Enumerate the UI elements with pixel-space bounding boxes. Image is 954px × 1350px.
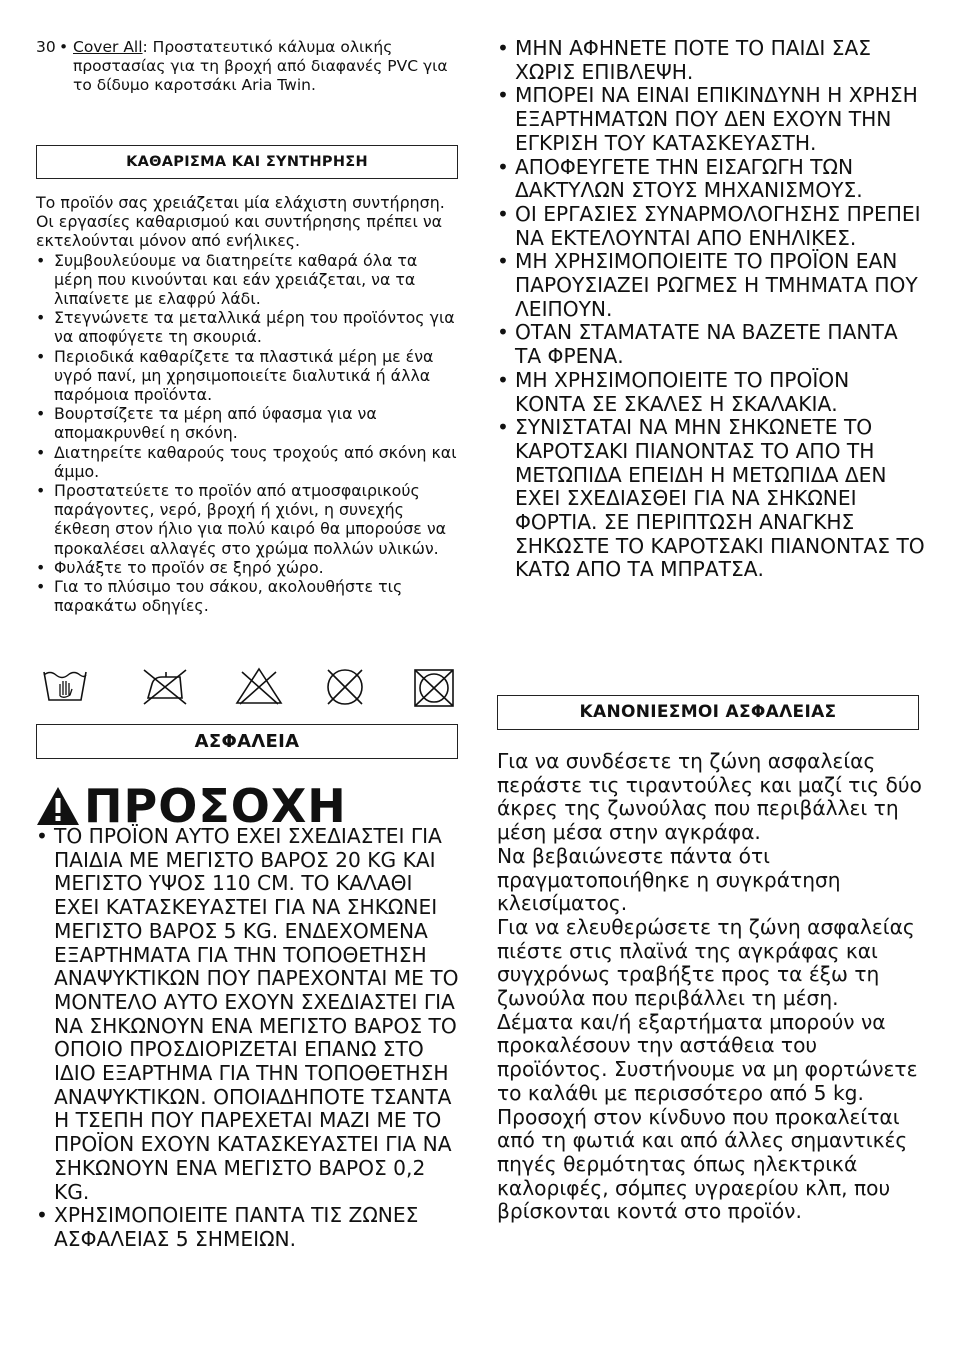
safety-item: • ΜΗΝ ΑΦΗΝΕΤΕ ΠΟΤΕ ΤΟ ΠΑΙΔΙ ΣΑΣ ΧΩΡΙΣ ΕΠΙΒΛΕΨΗ. — [497, 37, 925, 84]
safety-list-right — [497, 37, 925, 582]
safety-heading: ΑΣΦΑΛΕΙΑ — [36, 724, 458, 759]
regulations-paragraph: Για να συνδέσετε τη ζώνη ασφαλείας περάστε τις τιραντούλες και μαζί τις δύο άκρες της ζωνούλας που περιβάλλει τη μέση μέσα στην αγκράφα. — [497, 749, 922, 845]
hand-wash-icon — [42, 666, 88, 710]
safety-item: • ΤΟ ΠΡΟΪΟΝ ΑΥΤΟ ΕΧΕΙ ΣΧΕΔΙΑΣΤΕΙ ΓΙΑ ΠΑΙΔΙΑ ΜΕ ΜΕΓΙΣΤΟ ΒΑΡΟΣ 20 KG ΚΑΙ ΜΕΓΙΣΤΟ ΥΨΟΣ 110 CM. ΤΟ ΚΑΛΑΘΙ ΕΧΕΙ ΚΑΤΑΣΚΕΥΑΣΤΕΙ ΓΙΑ ΝΑ ΣΗΚΩΝΕΙ ΜΕΓΙΣΤΟ ΒΑΡΟΣ 5 KG. ΕΝΔΕΧΟΜΕΝΑ ΕΞΑΡΤΗΜΑΤΑ ΓΙΑ ΤΗΝ ΤΟΠΟΘΕΤΗΣΗ ΑΝΑΨΥΚΤΙΚΩΝ ΠΟΥ ΠΑΡΕΧΟΝΤΑΙ ΜΕ ΤΟ ΜΟΝΤΕΛΟ ΑΥΤΟ ΕΧΟΥΝ ΣΧΕΔΙΑΣΤΕΙ ΓΙΑ ΝΑ ΣΗΚΩΝΟΥΝ ΕΝΑ ΜΕΓΙΣΤΟ ΒΑΡΟΣ ΤΟ ΟΠΟΙΟ ΠΡΟΣΔΙΟΡΙΖΕΤΑΙ ΕΠΑΝΩ ΣΤΟ ΙΔΙΟ ΕΞΑΡΤΗΜΑ ΓΙΑ ΤΗΝ ΤΟΠΟΘΕΤΗΣΗ ΑΝΑΨΥΚΤΙΚΩΝ. ΟΠΟΙΑΔΗΠΟΤΕ ΤΣΑΝΤΑ Η ΤΣΕΠΗ ΠΟΥ ΠΑΡΕΧΕΤΑΙ ΜΑΖΙ ΜΕ ΤΟ ΠΡΟΪΟΝ ΕΧΟΥΝ ΚΑΤΑΣΚΕΥΑΣΤΕΙ ΓΙΑ ΝΑ ΣΗΚΩΝΟΥΝ ΕΝΑ ΜΕΓΙΣΤΟ ΒΑΡΟΣ 0,2 KG. — [36, 825, 464, 1204]
regulations-heading: ΚΑΝΟΝΙΕΣΜΟΙ ΑΣΦΑΛΕΙΑΣ — [497, 695, 919, 730]
cleaning-item: • Περιοδικά καθαρίζετε τα πλαστικά μέρη με ένα υγρό πανί, μη χρησιμοποιείτε διαλυτικά ή άλλα παρόμοια προϊόντα. — [36, 347, 460, 405]
regulations-text — [497, 750, 927, 1224]
cleaning-heading: ΚΑΘΑΡΙΣΜΑ ΚΑΙ ΣΥΝΤΗΡΗΣΗ — [36, 145, 458, 179]
cleaning-item: • Διατηρείτε καθαρούς τους τροχούς από σκόνη και άμμο. — [36, 443, 460, 481]
do-not-bleach-icon — [234, 666, 284, 710]
safety-item: • ΑΠΟΦΕΥΓΕΤΕ ΤΗΝ ΕΙΣΑΓΩΓΗ ΤΩΝ ΔΑΚΤΥΛΩΝ ΣΤΟΥΣ ΜΗΧΑΝΙΣΜΟΥΣ. — [497, 156, 925, 203]
safety-item: • ΜΠΟΡΕΙ ΝΑ ΕΙΝΑΙ ΕΠΙΚΙΝΔΥΝΗ Η ΧΡΗΣΗ ΕΞΑΡΤΗΜΑΤΩΝ ΠΟΥ ΔΕΝ ΕΧΟΥΝ ΤΗΝ ΕΓΚΡΙΣΗ ΤΟΥ ΚΑΤΑΣΚΕΥΑΣΤΗ. — [497, 84, 925, 155]
cleaning-list — [36, 251, 460, 616]
regulations-paragraph: Προσοχή στον κίνδυνο που προκαλείται από τη φωτιά και από άλλες σημαντικές πηγές θερμότητας όπως ηλεκτρικά καλοριφές, σόμπες υγραερίου κλπ, που βρίσκονται κοντά στο προϊόν. — [497, 1104, 908, 1224]
regulations-paragraph: Δέματα και/ή εξαρτήματα μπορούν να προκαλέσουν την αστάθεια του προϊόντος. Συστήνουμε να μη φορτώνετε το καλάθι με περισσότερο από 5 kg. — [497, 1009, 918, 1105]
cleaning-item: • Προστατεύετε το προϊόν από ατμοσφαιρικούς παράγοντες, νερό, βροχή ή χιόνι, η συνεχής έκθεση στον ήλιο για πολύ καιρό θα μπορούσε να προκαλέσει αλλαγές στο χρώμα πολλών υλικών. — [36, 481, 460, 558]
regulations-paragraph: Να βεβαιώνεστε πάντα ότι πραγματοποιήθηκε η συγκράτηση κλεισίματος. — [497, 843, 841, 916]
cleaning-item: • Συμβουλεύουμε να διατηρείτε καθαρά όλα τα μέρη που κινούνται και εάν χρειάζεται, να τα λιπαίνετε με ελαφρύ λάδι. — [36, 251, 460, 309]
warning-triangle-icon — [36, 785, 80, 827]
do-not-tumble-dry-icon — [411, 666, 457, 714]
cleaning-intro: Το προϊόν σας χρειάζεται μία ελάχιστη συντήρηση. Οι εργασίες καθαρισμού και συντήρησης πρέπει να εκτελούνται μόνον από ενήλικες. — [36, 193, 445, 251]
cleaning-item: • Φυλάξτε το προϊόν σε ξηρό χώρο. — [36, 558, 460, 577]
cover-all-link[interactable]: Cover All — [73, 38, 143, 56]
do-not-iron-icon — [140, 666, 190, 710]
safety-list-left — [36, 825, 464, 1252]
accessory-text — [73, 38, 460, 95]
accessory-note — [36, 38, 460, 95]
bullet: • — [59, 38, 69, 56]
safety-item: • ΟΤΑΝ ΣΤΑΜΑΤΑΤΕ ΝΑ ΒΑΖΕΤΕ ΠΑΝΤΑ ΤΑ ΦΡΕΝΑ. — [497, 321, 925, 368]
regulations-paragraph: Για να ελευθερώσετε τη ζώνη ασφαλείας πιέστε στις πλαϊνά της αγκράφας και συγχρόνως τραβήξτε προς τα έξω τη ζωνούλα που περιβάλλει τη μέση. — [497, 914, 915, 1011]
cleaning-item: • Στεγνώνετε τα μεταλλικά μέρη του προϊόντος για να αποφύγετε τη σκουριά. — [36, 308, 460, 346]
page-number: 30 — [36, 38, 56, 56]
cleaning-section — [36, 193, 460, 615]
safety-item: • ΜΗ ΧΡΗΣΙΜΟΠΟΙΕΙΤΕ ΤΟ ΠΡΟΪΟΝ ΚΟΝΤΑ ΣΕ ΣΚΑΛΕΣ Η ΣΚΑΛΑΚΙΑ. — [497, 369, 925, 416]
do-not-dry-clean-icon — [322, 666, 368, 712]
safety-item: • ΜΗ ΧΡΗΣΙΜΟΠΟΙΕΙΤΕ ΤΟ ΠΡΟΪΟΝ ΕΑΝ ΠΑΡΟΥΣΙΑΖΕΙ ΡΩΓΜΕΣ Η ΤΜΗΜΑΤΑ ΠΟΥ ΛΕΙΠΟΥΝ. — [497, 250, 925, 321]
care-symbols — [36, 666, 460, 712]
safety-item: • ΧΡΗΣΙΜΟΠΟΙΕΙΤΕ ΠΑΝΤΑ ΤΙΣ ΖΩΝΕΣ ΑΣΦΑΛΕΙΑΣ 5 ΣΗΜΕΙΩΝ. — [36, 1204, 464, 1251]
safety-item: • ΣΥΝΙΣΤΑΤΑΙ ΝΑ ΜΗΝ ΣΗΚΩΝΕΤΕ ΤΟ ΚΑΡΟΤΣΑΚΙ ΠΙΑΝΟΝΤΑΣ ΤΟ ΑΠΟ ΤΗ ΜΕΤΩΠΙΔΑ ΕΠΕΙΔΗ Η ΜΕΤΩΠΙΔΑ ΔΕΝ ΕΧΕΙ ΣΧΕΔΙΑΣΘΕΙ ΓΙΑ ΝΑ ΣΗΚΩΝΕΙ ΦΟΡΤΙΑ. ΣΕ ΠΕΡΙΠΤΩΣΗ ΑΝΑΓΚΗΣ ΣΗΚΩΣΤΕ ΤΟ ΚΑΡΟΤΣΑΚΙ ΠΙΑΝΟΝΤΑΣ ΤΟ ΚΑΤΩ ΑΠΟ ΤΑ ΜΠΡΑΤΣΑ. — [497, 416, 925, 582]
accessory-description: : Προστατευτικό κάλυμα ολικής προστασίας για τη βροχή από διαφανές PVC για το δίδυμο καροτσάκι Aria Twin. — [73, 38, 448, 94]
cleaning-item: • Για το πλύσιμο του σάκου, ακολουθήστε τις παρακάτω οδηγίες. — [36, 577, 460, 615]
cleaning-item: • Βουρτσίζετε τα μέρη από ύφασμα για να απομακρυνθεί η σκόνη. — [36, 404, 460, 442]
warning-word: ΠΡΟΣΟΧΗ — [84, 779, 347, 833]
safety-item: • ΟΙ ΕΡΓΑΣΙΕΣ ΣΥΝΑΡΜΟΛΟΓΗΣΗΣ ΠΡΕΠΕΙ ΝΑ ΕΚΤΕΛΟΥΝΤΑΙ ΑΠΟ ΕΝΗΛΙΚΕΣ. — [497, 203, 925, 250]
